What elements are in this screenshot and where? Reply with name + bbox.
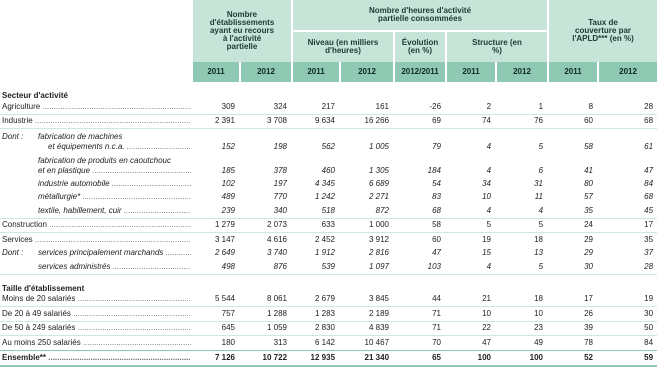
- row-label-text: Agriculture .....: [2, 103, 191, 111]
- total-value: 7 126: [191, 350, 239, 367]
- row-value: 45: [597, 204, 657, 219]
- row-value: 60: [432, 234, 442, 244]
- row-value: 498: [191, 260, 239, 275]
- row-value: 10: [482, 192, 492, 202]
- total-value: 10 722: [239, 350, 291, 367]
- row-label: [0, 100, 191, 115]
- row-value: 184: [427, 166, 442, 175]
- row-value: 11: [534, 192, 544, 202]
- total-value: 52: [547, 350, 597, 367]
- total-row: [0, 350, 657, 367]
- table-row: [0, 233, 657, 247]
- row-label: [0, 191, 191, 205]
- row-value: 3 845: [339, 293, 393, 308]
- row-label: [0, 307, 191, 322]
- row-value: 2 452: [314, 234, 336, 244]
- row-value: 152: [221, 142, 235, 151]
- row-value: 876: [239, 260, 291, 275]
- row-value: 83: [432, 192, 442, 202]
- row-value: 29: [584, 234, 594, 244]
- row-value: 39: [547, 322, 597, 337]
- row-value: 3 708: [239, 115, 291, 130]
- row-label-text-2: et équipements n.c.a. .....: [2, 143, 191, 151]
- row-label-text: Services .....: [2, 236, 191, 244]
- row-value: 217: [291, 100, 339, 115]
- row-value: 2 649: [214, 248, 235, 258]
- row-value: 1 288: [239, 307, 291, 322]
- row-label-text: Au moins 250 salariés .....: [2, 339, 191, 347]
- row-value: 79: [432, 142, 442, 151]
- row-value: 633: [291, 219, 339, 234]
- row-value: 10 467: [364, 337, 390, 347]
- row-value: 378: [273, 166, 288, 175]
- table-row: [0, 260, 657, 275]
- row-value: 37: [644, 248, 654, 258]
- row-value: 19: [482, 234, 492, 244]
- header-niveau: Niveau (en milliers d'heures): [291, 30, 393, 62]
- table-row: [0, 322, 657, 337]
- row-label: [0, 293, 191, 308]
- row-label-text: industrie automobile .....: [2, 180, 191, 188]
- row-value: 1 059: [239, 322, 291, 337]
- row-value: 71: [393, 307, 445, 322]
- row-value: 17: [597, 219, 657, 234]
- row-value: 30: [547, 260, 597, 275]
- row-label-text: métallurgie* .....: [2, 193, 191, 201]
- row-value: 28: [597, 260, 657, 275]
- row-value: 29: [584, 248, 594, 258]
- row-value: 68: [597, 115, 657, 130]
- row-value: 1 242: [314, 192, 336, 202]
- row-value: 16 266: [339, 115, 393, 130]
- year-taux-2012: 2012: [597, 62, 657, 82]
- row-value: 4 839: [339, 322, 393, 337]
- row-value: 47: [432, 248, 442, 258]
- year-str-2012: 2012: [495, 62, 547, 82]
- row-value: 68: [644, 192, 654, 202]
- row-label: [0, 233, 191, 247]
- row-value: 2 679: [291, 293, 339, 308]
- year-taux-2011: 2011: [547, 62, 597, 82]
- table-row: [0, 293, 657, 308]
- row-value: 2 816: [368, 248, 390, 258]
- row-label-text: services principalement marchands .....: [2, 249, 191, 257]
- table-row: [0, 177, 657, 191]
- total-value: 100: [495, 350, 547, 367]
- table-row: [0, 100, 657, 115]
- row-value: 34: [482, 178, 492, 188]
- row-label-text: Moins de 20 salariés .....: [2, 295, 191, 303]
- row-value: 84: [644, 178, 654, 188]
- year-str-2011: 2011: [445, 62, 495, 82]
- row-value: 54: [432, 178, 442, 188]
- table-row: [0, 247, 657, 261]
- section-taille: Taille d'établissement: [2, 283, 85, 293]
- row-value: 68: [393, 204, 445, 219]
- row-value: 57: [584, 192, 594, 202]
- row-label: [0, 219, 191, 234]
- row-label: [0, 247, 191, 261]
- row-value: 518: [291, 204, 339, 219]
- row-value: 44: [393, 293, 445, 308]
- row-value: 10: [495, 307, 547, 322]
- row-value: 35: [547, 204, 597, 219]
- header-taux-couverture: Taux de couverture par l'APLD*** (en %): [547, 0, 657, 62]
- row-label: [0, 260, 191, 275]
- row-value: 18: [495, 293, 547, 308]
- row-value: 2 271: [368, 192, 390, 202]
- row-value: 645: [191, 322, 239, 337]
- row-value: 5: [495, 260, 547, 275]
- row-value: 5: [445, 219, 495, 234]
- row-value: 8 061: [239, 293, 291, 308]
- header-nb-etablissements: Nombre d'établissements ayant eu recours à l'activité partielle: [191, 0, 291, 62]
- row-label: [0, 322, 191, 337]
- row-value: 31: [534, 178, 544, 188]
- row-value: 3 740: [266, 248, 288, 258]
- row-value: 4: [486, 142, 492, 151]
- row-value: 21: [445, 293, 495, 308]
- header-heures: Nombre d'heures d'activité partielle consommées: [291, 0, 547, 30]
- table-row: [0, 191, 657, 205]
- row-value: 4: [445, 204, 495, 219]
- row-value: 84: [644, 337, 654, 347]
- row-label-text: textile, habillement, cuir .....: [2, 207, 191, 215]
- row-value: 872: [339, 204, 393, 219]
- row-label: [0, 129, 191, 153]
- row-value: 6 142: [314, 337, 336, 347]
- row-value: 197: [273, 178, 288, 188]
- table-row: [0, 153, 657, 177]
- row-value: -26: [393, 100, 445, 115]
- row-value: 103: [393, 260, 445, 275]
- row-value: 19: [597, 293, 657, 308]
- row-value: 539: [291, 260, 339, 275]
- total-label: Ensemble** .....: [0, 350, 191, 367]
- total-value: 59: [597, 350, 657, 367]
- total-value: 21 340: [339, 350, 393, 367]
- row-value: 70: [432, 337, 442, 347]
- row-value: 770: [273, 192, 288, 202]
- row-value: 5 544: [191, 293, 239, 308]
- row-value: 74: [445, 115, 495, 130]
- header-structure: Structure (en %): [445, 30, 547, 62]
- row-value: 58: [584, 142, 594, 151]
- row-value: 69: [393, 115, 445, 130]
- row-value: 1 305: [368, 166, 390, 175]
- row-value: 2: [445, 100, 495, 115]
- row-value: 10: [445, 307, 495, 322]
- row-value: 22: [445, 322, 495, 337]
- row-value: 2 073: [239, 219, 291, 234]
- row-value: 50: [597, 322, 657, 337]
- row-value: 49: [534, 337, 544, 347]
- row-value: 8: [547, 100, 597, 115]
- row-value: 2 189: [339, 307, 393, 322]
- header-evolution: Évolution (en %): [393, 30, 445, 62]
- row-value: 15: [482, 248, 492, 258]
- total-value: 65: [393, 350, 445, 367]
- row-value: 460: [321, 166, 336, 175]
- row-value: 1 912: [314, 248, 336, 258]
- row-value: 1 283: [291, 307, 339, 322]
- row-value: 23: [495, 322, 547, 337]
- row-value: 1 097: [339, 260, 393, 275]
- row-value: 5: [538, 142, 544, 151]
- row-value: 6 689: [368, 178, 390, 188]
- row-label-text: fabrication de produits en caoutchouc: [38, 157, 171, 165]
- row-value: 76: [495, 115, 547, 130]
- row-value: 562: [321, 142, 336, 151]
- row-value: 1 279: [191, 219, 239, 234]
- total-value: 12 935: [291, 350, 339, 367]
- row-value: 161: [339, 100, 393, 115]
- row-value: 6: [538, 166, 544, 175]
- row-label: [0, 336, 191, 350]
- row-value: 71: [393, 322, 445, 337]
- row-value: 5: [495, 219, 547, 234]
- row-value: 78: [584, 337, 594, 347]
- row-label: [0, 115, 191, 130]
- row-value: 28: [597, 100, 657, 115]
- row-value: 324: [239, 100, 291, 115]
- table-row: [0, 219, 657, 234]
- row-value: 30: [597, 307, 657, 322]
- row-value: 239: [191, 204, 239, 219]
- row-value: 1 005: [368, 142, 390, 151]
- row-label-text: services administrés .....: [2, 263, 191, 271]
- row-value: 41: [584, 166, 594, 175]
- row-label: [0, 204, 191, 219]
- row-value: 340: [239, 204, 291, 219]
- row-label-text: Industrie .....: [2, 117, 191, 125]
- row-value: 60: [547, 115, 597, 130]
- row-value: 58: [393, 219, 445, 234]
- table-row: [0, 307, 657, 322]
- row-value: 24: [547, 219, 597, 234]
- table-row: [0, 115, 657, 130]
- row-value: 35: [644, 234, 654, 244]
- row-value: 4 616: [266, 234, 288, 244]
- row-label: [0, 177, 191, 191]
- year-nb-2011: 2011: [191, 62, 239, 82]
- row-value: 80: [584, 178, 594, 188]
- row-value: 1 000: [339, 219, 393, 234]
- row-value: 2 830: [291, 322, 339, 337]
- row-value: 4: [486, 166, 492, 175]
- row-label-text: Construction .....: [2, 221, 191, 229]
- row-value: 489: [221, 192, 235, 202]
- row-value: 47: [644, 166, 654, 175]
- row-value: 185: [221, 166, 235, 175]
- row-value: 17: [547, 293, 597, 308]
- row-label: [0, 153, 191, 177]
- year-evolution: 2012/2011: [393, 62, 445, 82]
- table-row: [0, 129, 657, 153]
- year-nb-2012: 2012: [239, 62, 291, 82]
- year-niv-2011: 2011: [291, 62, 339, 82]
- row-value: 313: [273, 337, 288, 347]
- row-value: 4: [495, 204, 547, 219]
- table-row: [0, 204, 657, 219]
- row-value: 180: [221, 337, 235, 347]
- row-value: 1: [495, 100, 547, 115]
- row-value: 102: [221, 178, 235, 188]
- table-row: [0, 336, 657, 350]
- row-value: 13: [534, 248, 544, 258]
- row-value: 61: [644, 142, 654, 151]
- row-value: 47: [482, 337, 492, 347]
- row-value: 2 391: [191, 115, 239, 130]
- row-value: 757: [191, 307, 239, 322]
- row-value: 9 634: [291, 115, 339, 130]
- row-label-text: fabrication de machines: [38, 133, 123, 141]
- row-value: 198: [273, 142, 288, 151]
- row-prefix: Dont :: [2, 132, 24, 141]
- row-value: 26: [547, 307, 597, 322]
- row-value: 3 147: [214, 234, 235, 244]
- total-value: 100: [445, 350, 495, 367]
- row-value: 4 345: [314, 178, 336, 188]
- row-value: 4: [445, 260, 495, 275]
- row-value: 309: [191, 100, 239, 115]
- row-value: 18: [534, 234, 544, 244]
- row-value: 3 912: [368, 234, 390, 244]
- row-label-text-2: et en plastique .....: [2, 167, 191, 175]
- year-niv-2012: 2012: [339, 62, 393, 82]
- row-prefix: Dont :: [2, 248, 24, 258]
- row-label-text: De 20 à 49 salariés .....: [2, 310, 191, 318]
- section-secteur: Secteur d'activité: [2, 91, 68, 100]
- row-label-text: De 50 à 249 salariés .....: [2, 324, 191, 332]
